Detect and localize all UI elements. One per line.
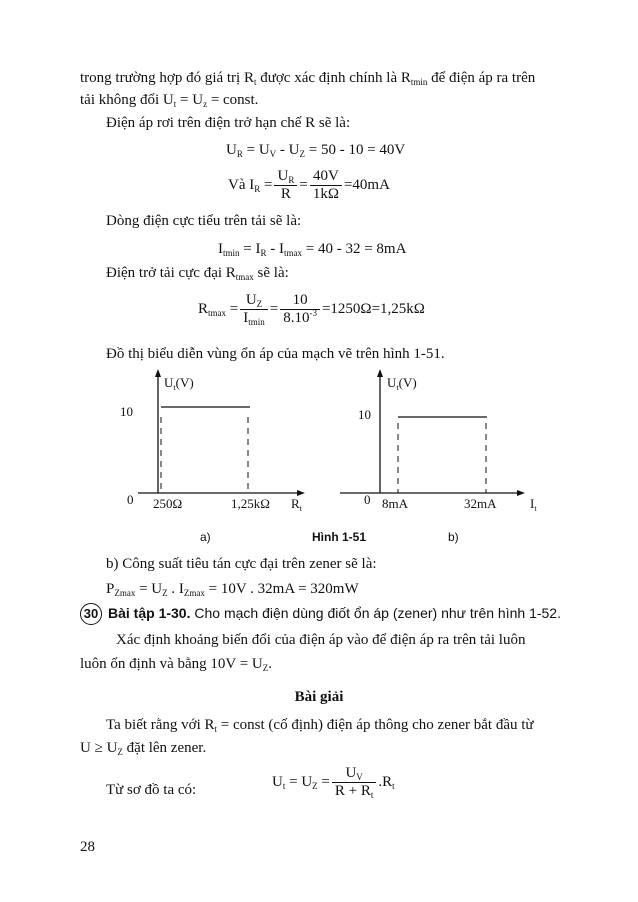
figure-b-x-tick-1: 8mA <box>382 496 408 511</box>
figure-a-xlabel: $R_t$ <box>291 496 302 513</box>
figure-b-caption: b) <box>448 530 459 544</box>
min-current-equation: $I_{tmin} = I_R - I_{tmax} = 40 - 32 = 8mA$ <box>218 241 407 258</box>
power-equation: $P_{Zmax} = U_Z$ . $I_{Zmax} = 10V$ . 32mA = 320mW <box>106 581 359 598</box>
power-text: b) Công suất tiêu tán cực đại trên zener sẽ là: <box>106 556 377 572</box>
graph-description: Đồ thị biểu diễn vùng ổn áp của mạch vẽ trên hình 1-51. <box>106 346 445 362</box>
exercise-number-badge: 30 <box>80 603 102 625</box>
intro-line-2: tải không đổi $U_t = U_z$ = const. <box>80 92 259 109</box>
figure-a-ylabel: $U_t(V)$ <box>164 375 194 392</box>
figure-b-origin: 0 <box>364 492 371 507</box>
figure-a-origin: 0 <box>127 492 134 507</box>
solution-heading: Bài giải <box>294 689 344 705</box>
voltage-drop-text: Điện áp rơi trên điện trở hạn chế R sẽ là: <box>106 115 351 131</box>
solution-line-1: Ta biết rằng với $R_t$ = const (cố định) điện áp thông cho zener bắt đầu từ <box>106 717 534 734</box>
figure-b-y-tick: 10 <box>358 407 371 422</box>
page-number: 28 <box>80 839 95 855</box>
figure-b-ylabel: $U_t(V)$ <box>387 375 417 392</box>
solution-equation: $U_t = U_Z$ = $\frac{U_V}{R + R_t}$ $.R_t$ <box>272 765 395 800</box>
current-equation: Và $I_R$ = $\frac{U_R}{R}$ = $\frac{40V}{1k\Omega}$ =40mA <box>228 168 390 202</box>
solution-line-2: $U \ge U_Z$ đặt lên zener. <box>80 740 207 757</box>
figure-a-x-tick-2: 1,25kΩ <box>231 496 270 511</box>
figure-a-y-tick: 10 <box>120 404 133 419</box>
figure-b-xlabel: $I_t$ <box>530 496 537 513</box>
exercise-30: 30 Bài tập 1-30. Cho mạch điện dùng điốt ổn áp (zener) như trên hình 1-52. <box>80 603 561 625</box>
figure-a-caption: a) <box>200 530 211 544</box>
max-resistance-equation: $R_{tmax}$ = $\frac{U_Z}{I_{tmin}}$ = $\frac{10}{8.10^{-3}}$ =1250Ω=1,25kΩ <box>198 292 425 327</box>
voltage-drop-equation: $U_R = U_V - U_Z = 50 - 10 = 40V$ <box>226 142 406 159</box>
figure-a-x-tick-1: 250Ω <box>153 496 183 511</box>
figure-b-x-tick-2: 32mA <box>464 496 497 511</box>
figure-b <box>330 365 545 525</box>
solution-line-3: Từ sơ đồ ta có: <box>106 782 197 798</box>
figure-title: Hình 1-51 <box>312 530 367 544</box>
intro-line-1: trong trường hợp đó giá trị $R_t$ được xác định chính là $R_{tmin}$ để điện áp ra trên <box>80 70 536 87</box>
exercise-30-line-2: Xác định khoảng biến đổi của điện áp vào để điện áp ra trên tải luôn <box>116 632 526 648</box>
min-current-text: Dòng điện cực tiểu trên tải sẽ là: <box>106 213 302 229</box>
figure-a <box>100 365 310 525</box>
exercise-30-line-3: luôn ổn định và bằng $10V = U_Z$. <box>80 656 273 673</box>
max-resistance-text: Điện trở tải cực đại $R_{tmax}$ sẽ là: <box>106 265 289 282</box>
